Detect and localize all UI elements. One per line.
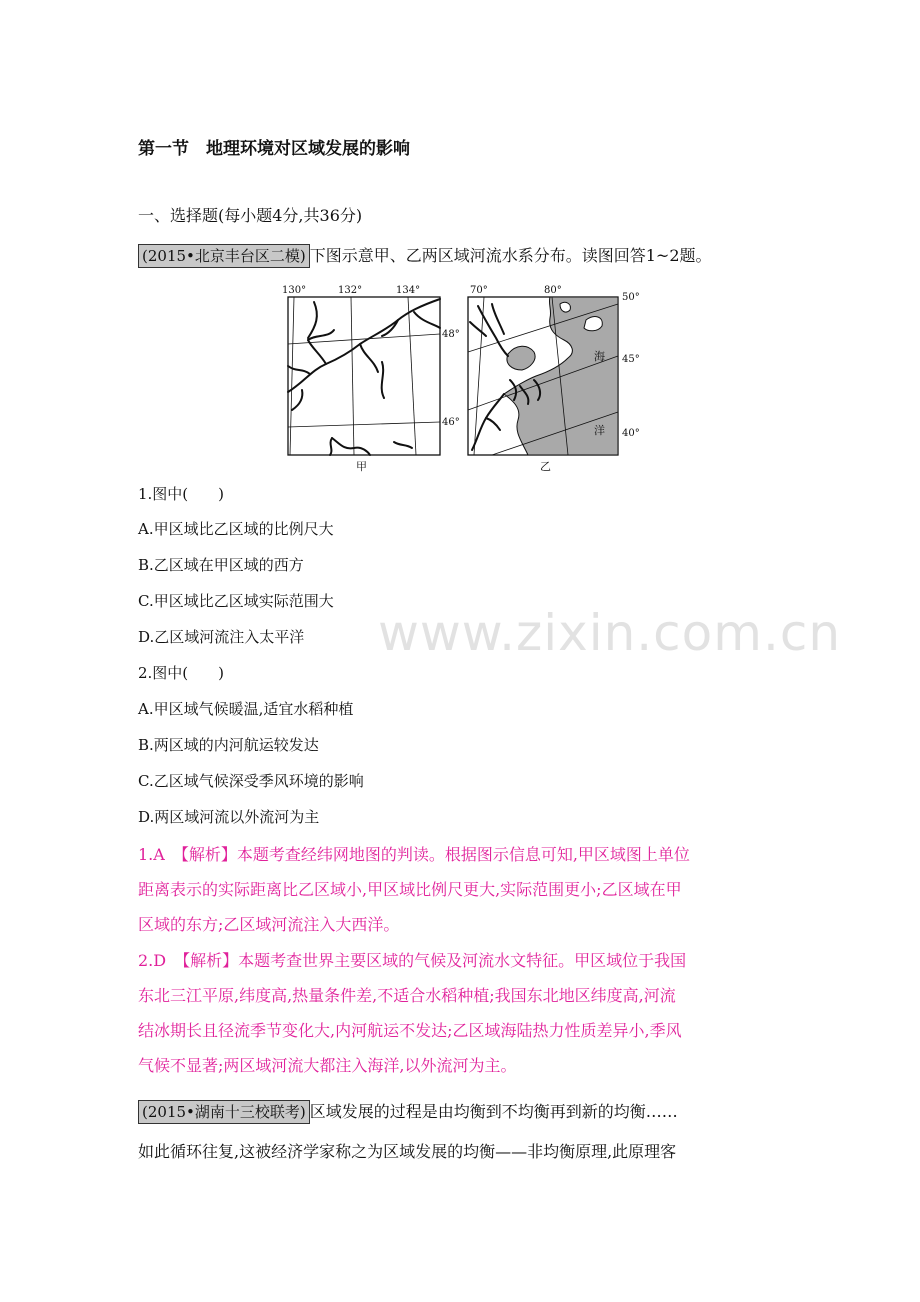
intro-text: 区域发展的过程是由均衡到不均衡再到新的均衡……	[309, 1102, 678, 1121]
lat-label: 48°	[442, 329, 460, 340]
lon-label: 134°	[396, 285, 421, 296]
source-badge: (2015•湖南十三校联考)	[138, 1100, 310, 1124]
intro-1	[138, 244, 712, 268]
map-caption: 甲	[356, 460, 367, 473]
lat-label: 50°	[622, 292, 640, 303]
lat-label: 46°	[442, 417, 460, 428]
lon-label: 70°	[470, 285, 488, 296]
intro-2	[138, 1100, 678, 1124]
answer-1-line: 1.A 【解析】本题考查经纬网地图的判读。根据图示信息可知,甲区域图上单位	[138, 845, 690, 864]
q1-option-b: B.乙区域在甲区域的西方	[138, 556, 304, 574]
page-title: 第一节 地理环境对区域发展的影响	[138, 139, 410, 159]
map-jia	[274, 282, 464, 477]
answer-1-line: 区域的东方;乙区域河流注入大西洋。	[138, 915, 400, 934]
section-heading: 一、选择题(每小题4分,共36分)	[138, 206, 363, 225]
q1-option-a: A.甲区域比乙区域的比例尺大	[138, 520, 334, 538]
q2-option-d: D.两区域河流以外流河为主	[138, 808, 320, 826]
sea-label: 海	[594, 350, 605, 363]
q2-option-a: A.甲区域气候暖温,适宜水稻种植	[138, 700, 354, 718]
answer-2-line: 气候不显著;两区域河流大都注入海洋,以外流河为主。	[138, 1056, 517, 1075]
q1-option-c: C.甲区域比乙区域实际范围大	[138, 592, 334, 610]
lat-label: 45°	[622, 354, 640, 365]
lat-label: 40°	[622, 428, 640, 439]
map-caption: 乙	[540, 460, 551, 473]
question-2-stem: 2.图中( )	[138, 664, 225, 682]
source-badge: (2015•北京丰台区二模)	[138, 244, 310, 268]
q1-option-d: D.乙区域河流注入太平洋	[138, 628, 305, 646]
lon-label: 80°	[544, 285, 562, 296]
question-1-stem: 1.图中( )	[138, 485, 225, 503]
lon-label: 130°	[282, 285, 307, 296]
answer-2-line: 结冰期长且径流季节变化大,内河航运不发达;乙区域海陆热力性质差异小,季风	[138, 1021, 682, 1040]
lon-label: 132°	[338, 285, 363, 296]
intro-2-line-2: 如此循环往复,这被经济学家称之为区域发展的均衡——非均衡原理,此原理客	[138, 1142, 677, 1161]
watermark: www.zixin.com.cn	[378, 604, 842, 662]
sea-label: 洋	[594, 424, 605, 437]
q2-option-c: C.乙区域气候深受季风环境的影响	[138, 772, 364, 790]
intro-text: 下图示意甲、乙两区域河流水系分布。读图回答1~2题。	[309, 246, 712, 265]
map-yi	[464, 282, 654, 477]
answer-2-line: 东北三江平原,纬度高,热量条件差,不适合水稻种植;我国东北地区纬度高,河流	[138, 986, 676, 1005]
q2-option-b: B.两区域的内河航运较发达	[138, 736, 319, 754]
answer-1-line: 距离表示的实际距离比乙区域小,甲区域比例尺更大,实际范围更小;乙区域在甲	[138, 880, 682, 899]
answer-2-line: 2.D 【解析】本题考查世界主要区域的气候及河流水文特征。甲区域位于我国	[138, 951, 687, 970]
